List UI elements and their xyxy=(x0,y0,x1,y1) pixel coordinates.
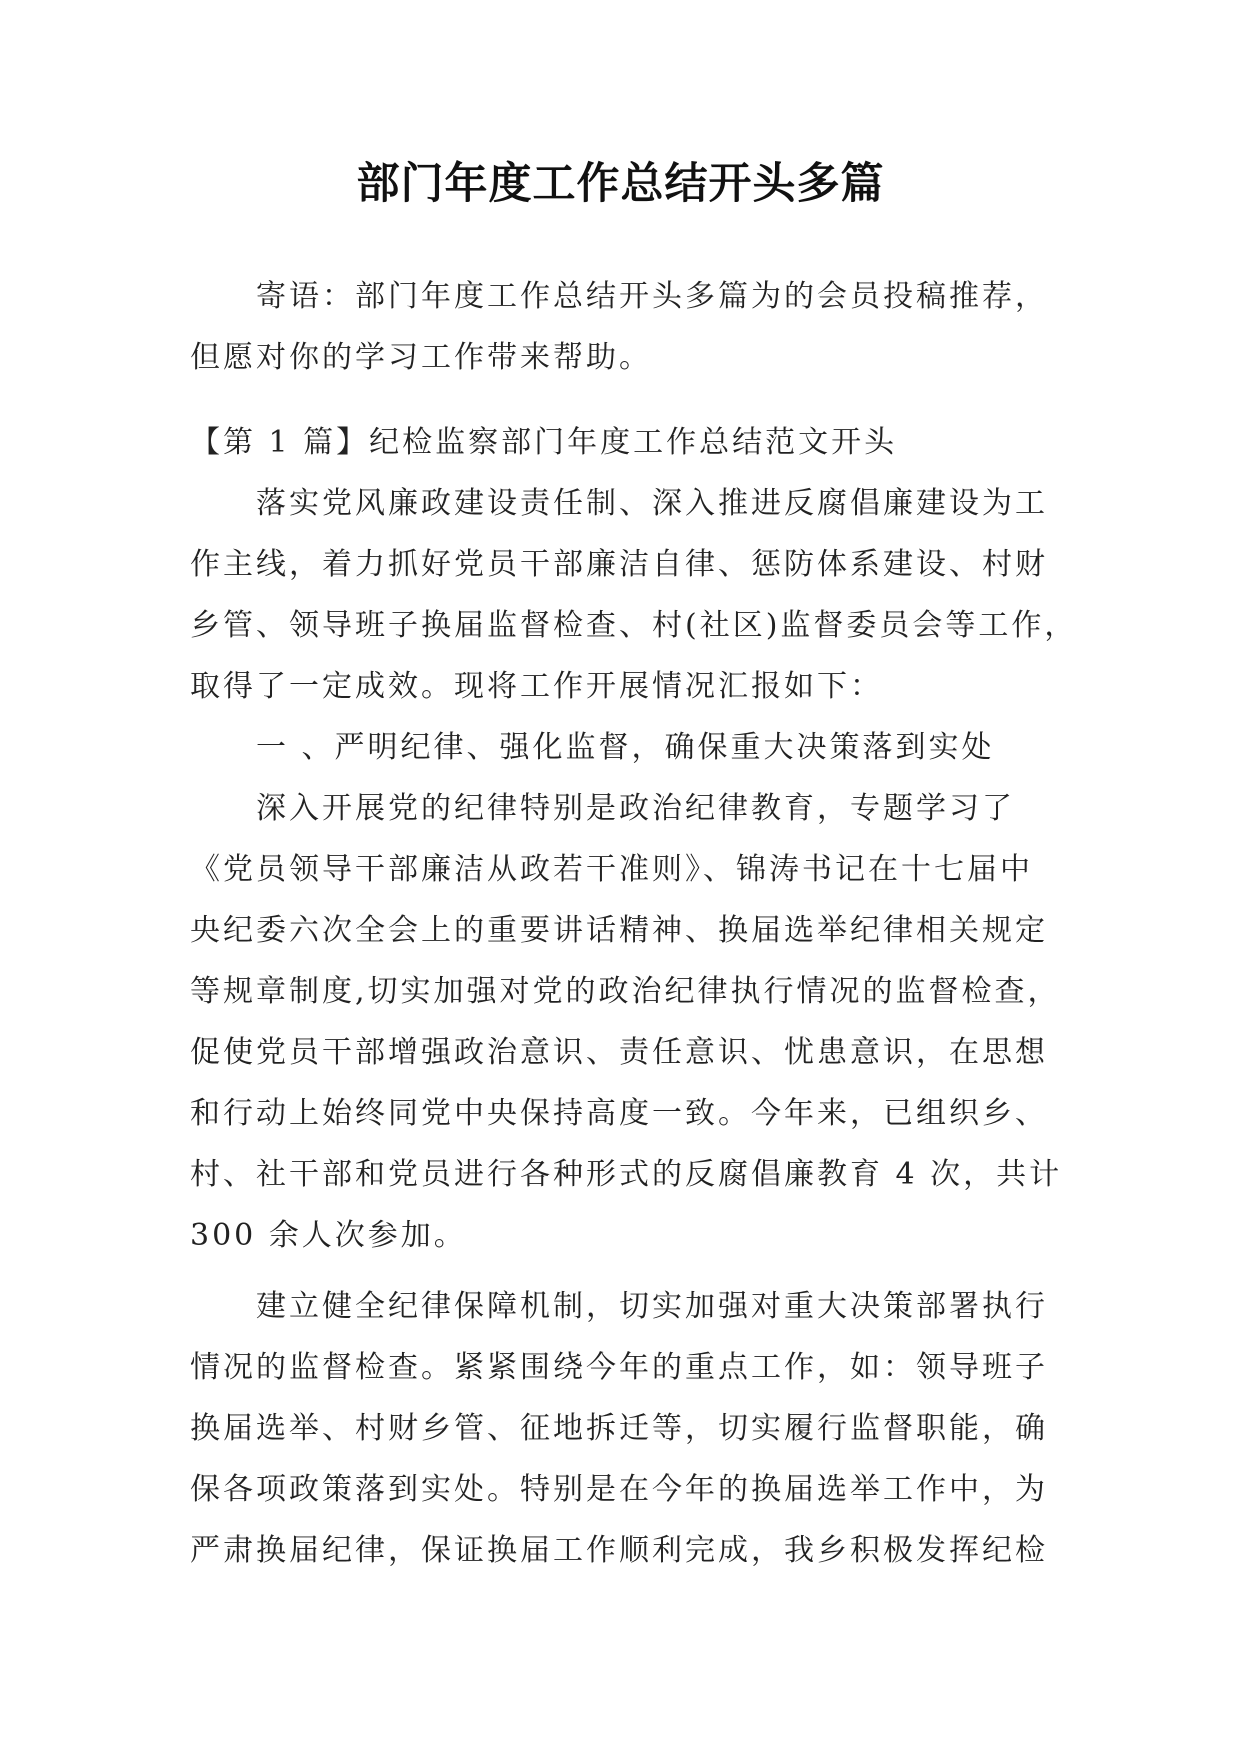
paragraph-3-line-3: 换届选举、村财乡管、征地拆迁等，切实履行监督职能，确 xyxy=(190,1411,1048,1446)
paragraph-1-line-3: 乡管、领导班子换届监督检查、村(社区)监督委员会等工作， xyxy=(190,608,1078,643)
subheading: 一 、严明纪律、强化监督，确保重大决策落到实处 xyxy=(256,730,995,765)
paragraph-2-line-6: 和行动上始终同党中央保持高度一致。今年来，已组织乡、 xyxy=(190,1096,1048,1131)
document-title: 部门年度工作总结开头多篇 xyxy=(356,159,885,209)
intro-line-1: 寄语：部门年度工作总结开头多篇为的会员投稿推荐， xyxy=(256,279,1048,314)
paragraph-3-line-1: 建立健全纪律保障机制，切实加强对重大决策部署执行 xyxy=(256,1289,1048,1324)
paragraph-3-line-4: 保各项政策落到实处。特别是在今年的换届选举工作中，为 xyxy=(190,1472,1048,1507)
paragraph-2-line-8: 300 余人次参加。 xyxy=(190,1218,467,1253)
paragraph-2-line-1: 深入开展党的纪律特别是政治纪律教育，专题学习了 xyxy=(256,791,1015,826)
paragraph-2-line-5: 促使党员干部增强政治意识、责任意识、忧患意识，在思想 xyxy=(190,1035,1048,1070)
paragraph-2-line-2: 《党员领导干部廉洁从政若干准则》、锦涛书记在十七届中 xyxy=(190,852,1033,887)
paragraph-2-line-7: 村、社干部和党员进行各种形式的反腐倡廉教育 4 次，共计 xyxy=(190,1157,1063,1192)
intro-line-2: 但愿对你的学习工作带来帮助。 xyxy=(190,340,652,375)
paragraph-2-line-3: 央纪委六次全会上的重要讲话精神、换届选举纪律相关规定 xyxy=(190,913,1048,948)
paragraph-1-line-1: 落实党风廉政建设责任制、深入推进反腐倡廉建设为工 xyxy=(256,486,1048,521)
paragraph-3-line-5: 严肃换届纪律，保证换届工作顺利完成，我乡积极发挥纪检 xyxy=(190,1533,1048,1568)
paragraph-1-line-2: 作主线，着力抓好党员干部廉洁自律、惩防体系建设、村财 xyxy=(190,547,1048,582)
paragraph-3-line-2: 情况的监督检查。紧紧围绕今年的重点工作，如：领导班子 xyxy=(190,1350,1048,1385)
paragraph-2-line-4: 等规章制度,切实加强对党的政治纪律执行情况的监督检查， xyxy=(190,974,1061,1009)
section-heading: 【第 1 篇】纪检监察部门年度工作总结范文开头 xyxy=(190,425,898,460)
paragraph-1-line-4: 取得了一定成效。现将工作开展情况汇报如下： xyxy=(190,669,883,704)
